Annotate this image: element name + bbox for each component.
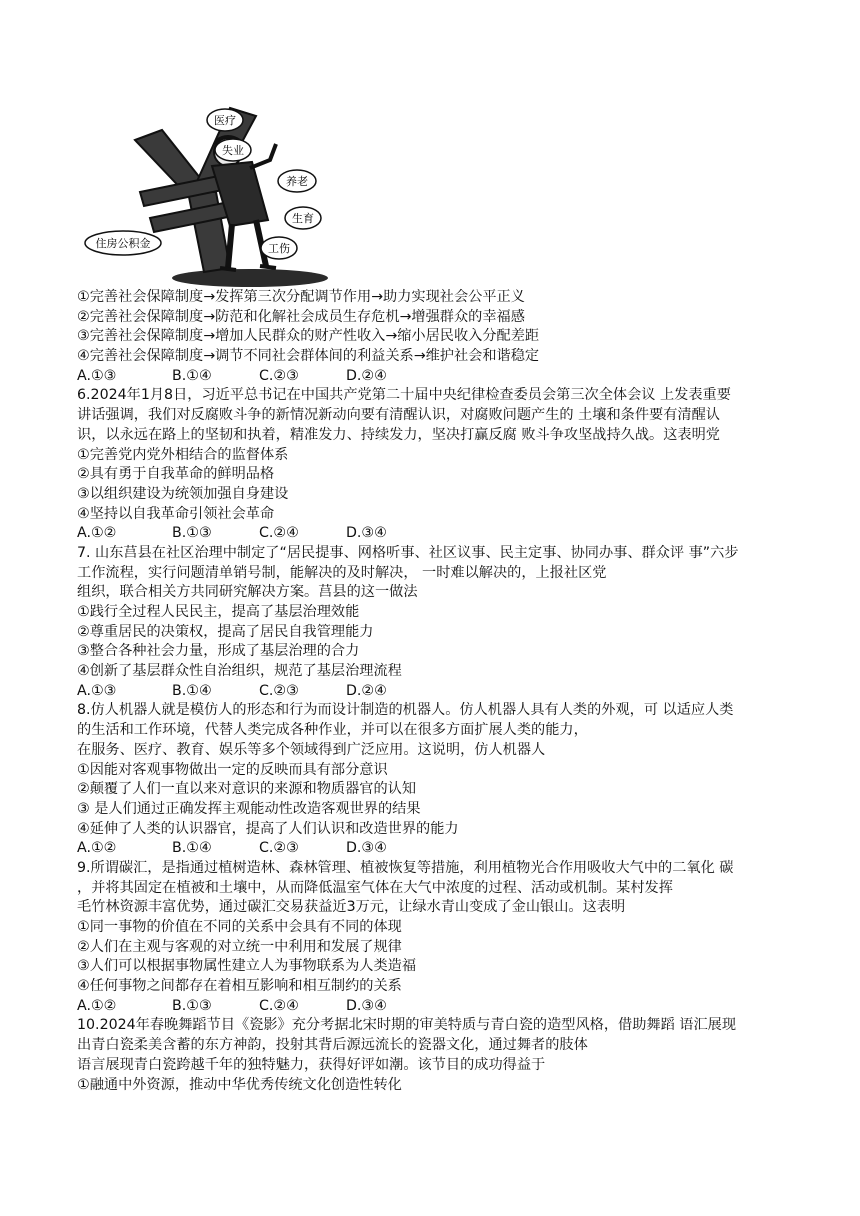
text-line: ③完善社会保障制度→增加人民群众的财产性收入→缩小居民收入分配差距 bbox=[77, 328, 540, 345]
text-line: ①完善社会保障制度→发挥第三次分配调节作用→助力实现社会公平正义 bbox=[77, 289, 525, 305]
answer-option: A.①③ bbox=[77, 682, 117, 699]
text-line: ①完善党内党外相结合的监督体系 bbox=[77, 446, 289, 463]
text-line: 出青白瓷柔美含蓄的东方神韵，投射其背后源远流长的瓷器文化，通过舞者的肢体 bbox=[77, 1037, 588, 1054]
text-line: 在服务、医疗、教育、娱乐等多个领域得到广泛应用。这说明，仿人机器人 bbox=[77, 741, 546, 758]
text-line: ④延伸了人类的认识器官，提高了人们认识和改造世界的能力 bbox=[77, 820, 459, 837]
bubble-label-maternity: 生育 bbox=[292, 212, 314, 225]
bubble-unemployment bbox=[215, 139, 251, 161]
bubble-label-medical: 医疗 bbox=[214, 114, 236, 127]
text-line: ③人们可以根据事物属性建立人为事物联系为人类造福 bbox=[77, 958, 417, 975]
text-line: ③ 是人们通过正确发挥主观能动性改造客观世界的结果 bbox=[77, 800, 421, 817]
answer-option: C.②④ bbox=[259, 997, 299, 1014]
text-line: 9.所谓碳汇，是指通过植树造林、森林管理、植被恢复等措施，利用植物光合作用吸收大气中的二氧化 碳 bbox=[77, 859, 734, 876]
bubble-pension bbox=[278, 170, 316, 192]
answer-option: D.②④ bbox=[346, 367, 387, 384]
text-line: 毛竹林资源丰富优势，通过碳汇交易获益近3万元，让绿水青山变成了金山银山。这表明 bbox=[77, 899, 626, 916]
bubble-label-injury: 工伤 bbox=[268, 242, 290, 255]
answer-option: D.③④ bbox=[346, 840, 387, 857]
answer-option: C.②③ bbox=[259, 840, 299, 857]
bubble-medical bbox=[207, 109, 243, 131]
text-line: ④坚持以自我革命引领社会革命 bbox=[77, 505, 275, 522]
text-line: ③以组织建设为统领加强自身建设 bbox=[77, 485, 289, 502]
text-line: 识，以永远在路上的坚韧和执着，精准发力、持续发力，坚决打赢反腐 败斗争攻坚战持久战。这表明党 bbox=[77, 426, 720, 443]
bubble-maternity bbox=[285, 207, 321, 229]
bubble-injury bbox=[261, 237, 297, 259]
man-arm bbox=[250, 144, 276, 168]
answer-option: B.①③ bbox=[172, 525, 212, 542]
text-line: ②尊重居民的决策权，提高了居民自我管理能力 bbox=[77, 623, 374, 640]
bubble-label-unemployment: 失业 bbox=[222, 144, 244, 157]
answer-options bbox=[77, 997, 789, 1017]
text-line: 6.2024年1月8日，习近平总书记在中国共产党第二十届中央纪律检查委员会第三次全体会议 上发表重要 bbox=[77, 387, 731, 404]
question-text bbox=[77, 288, 789, 1095]
text-line: ④创新了基层群众性自治组织，规范了基层治理流程 bbox=[77, 663, 402, 680]
answer-option: A.①③ bbox=[77, 367, 117, 384]
answer-option: D.③④ bbox=[346, 525, 387, 542]
text-line: ④完善社会保障制度→调节不同社会群体间的利益关系→维护社会和谐稳定 bbox=[77, 348, 540, 365]
text-line: ①融通中外资源，推动中华优秀传统文化创造性转化 bbox=[77, 1076, 402, 1093]
ground-shadow bbox=[172, 269, 328, 287]
text-line: ②完善社会保障制度→防范和化解社会成员生存危机→增强群众的幸福感 bbox=[77, 308, 525, 325]
answer-option: D.③④ bbox=[346, 997, 387, 1014]
answer-option: A.①② bbox=[77, 997, 117, 1014]
answer-option: A.①② bbox=[77, 525, 117, 542]
text-line: ①同一事物的价值在不同的关系中会具有不同的体现 bbox=[77, 919, 402, 935]
text-line: ④任何事物之间都存在着相互影响和相互制约的关系 bbox=[77, 978, 402, 995]
text-line: ③整合各种社会力量，形成了基层治理的合力 bbox=[77, 643, 360, 660]
answer-option: B.①④ bbox=[172, 682, 212, 699]
text-line: 10.2024年春晚舞蹈节目《瓷影》充分考据北宋时期的审美特质与青白瓷的造型风格，借助舞蹈 语汇展现 bbox=[77, 1017, 737, 1034]
text-line: 工作流程，实行问题清单销号制，能解决的及时解决， 一时难以解决的，上报社区党 bbox=[77, 564, 607, 581]
answer-options bbox=[77, 524, 789, 544]
text-line: ，并将其固定在植被和土壤中，从而降低温室气体在大气中浓度的过程、活动或机制。某村发挥 bbox=[77, 879, 673, 896]
text-line: ①践行全过程人民民主，提高了基层治理效能 bbox=[77, 604, 360, 620]
text-line: ②人们在主观与客观的对立统一中利用和发展了规律 bbox=[77, 938, 402, 955]
answer-options bbox=[77, 839, 789, 859]
text-line: 7. 山东莒县在社区治理中制定了“居民提事、网格听事、社区议事、民主定事、协同办事、群众评 事”六步 bbox=[77, 544, 739, 561]
text-line: 的生活和工作环境，代替人类完成各种作业，并可以在很多方面扩展人类的能力， bbox=[77, 722, 588, 739]
answer-option: C.②③ bbox=[259, 682, 299, 699]
answer-options bbox=[77, 367, 789, 387]
answer-option: B.①④ bbox=[172, 840, 212, 857]
text-line: 8.仿人机器人就是模仿人的形态和行为而设计制造的机器人。仿人机器人具有人类的外观，可 以适应人类 bbox=[77, 702, 734, 719]
answer-option: C.②④ bbox=[259, 525, 299, 542]
text-line: 讲话强调，我们对反腐败斗争的新情况新动向要有清醒认识，对腐败问题产生的 土壤和条件要有清醒认 bbox=[77, 407, 720, 424]
text-line: ②具有勇于自我革命的鲜明品格 bbox=[77, 466, 275, 483]
bubble-label-pension: 养老 bbox=[286, 175, 308, 188]
text-line: 组织，联合相关方共同研究解决方案。莒县的这一做法 bbox=[77, 584, 418, 601]
man-legs bbox=[228, 220, 266, 268]
bubble-label-housing-fund: 住房公积金 bbox=[95, 237, 151, 250]
answer-option: D.②④ bbox=[346, 682, 387, 699]
bubble-housing-fund bbox=[85, 231, 161, 255]
text-line: 语言展现青白瓷跨越千年的独特魅力，获得好评如潮。该节目的成功得益于 bbox=[77, 1056, 546, 1073]
answer-option: A.①② bbox=[77, 840, 117, 857]
text-line: ②颠覆了人们一直以来对意识的来源和物质器官的认知 bbox=[77, 781, 417, 798]
text-line: ①因能对客观事物做出一定的反映而具有部分意识 bbox=[77, 761, 388, 778]
answer-option: B.①④ bbox=[172, 367, 212, 384]
answer-options bbox=[77, 682, 789, 702]
answer-option: C.②③ bbox=[259, 367, 299, 384]
social-security-cartoon bbox=[80, 100, 420, 290]
answer-option: B.①③ bbox=[172, 997, 212, 1014]
